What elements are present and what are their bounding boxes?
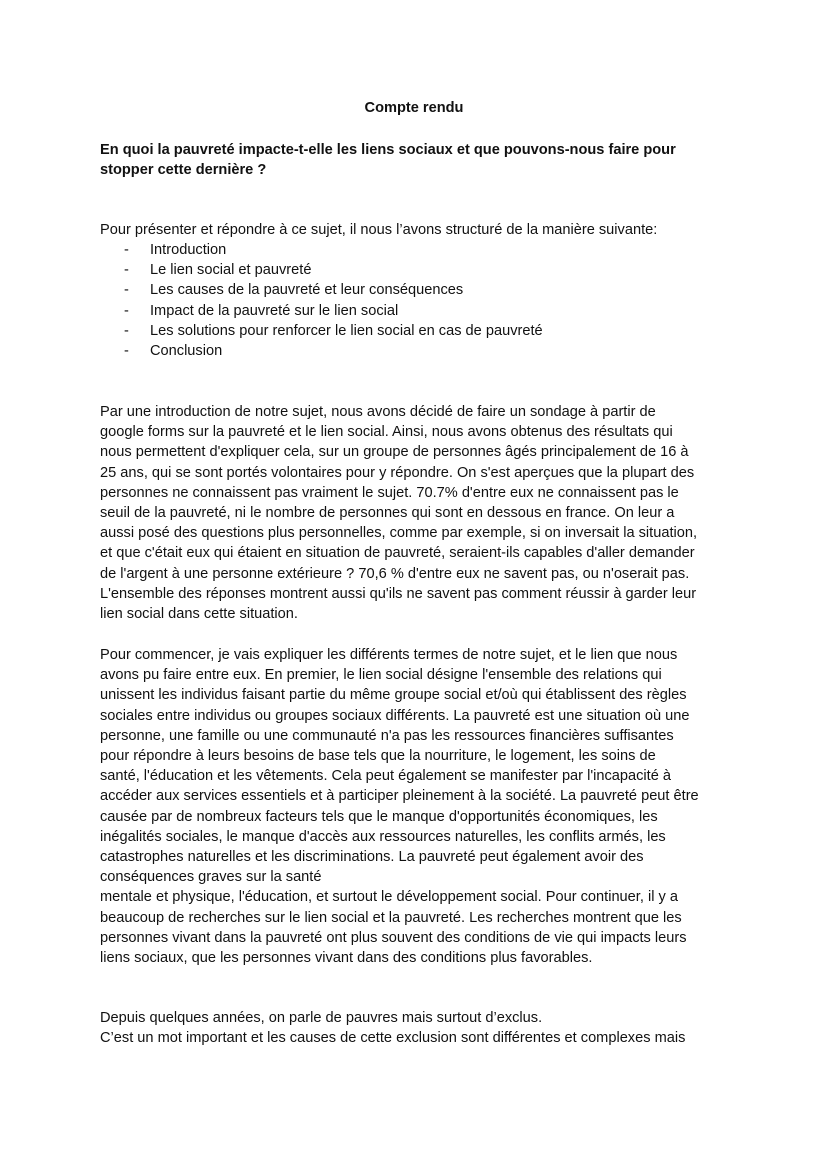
plan-item xyxy=(100,240,740,260)
question-line: stopper cette dernière ? xyxy=(100,162,267,178)
list-bullet: - xyxy=(124,262,129,279)
list-bullet: - xyxy=(124,302,129,319)
paragraph-line: 25 ans, qui se sont portés volontaires pour y répondre. On s'est aperçues que la plupart des xyxy=(100,464,695,481)
paragraph-line: santé, l'éducation et les vêtements. Cela peut également se manifester par l'incapacité à xyxy=(100,768,672,785)
intro-sentence: Pour présenter et répondre à ce sujet, il nous l’avons structuré de la manière suivante: xyxy=(100,222,658,238)
paragraph-line: lien social dans cette situation. xyxy=(100,606,298,623)
plan-item-label: Le lien social et pauvreté xyxy=(150,262,312,279)
list-bullet: - xyxy=(124,322,129,339)
plan-list xyxy=(100,240,740,361)
paragraph-line: mentale et physique, l'éducation, et surtout le développement social. Pour continuer, il y a xyxy=(100,889,678,906)
plan-item-label: Les causes de la pauvreté et leur conséquences xyxy=(150,282,464,299)
paragraph-line: nous permettent d'expliquer cela, sur un groupe de personnes âgés principalement de 16 à xyxy=(100,444,689,461)
paragraph-line: Pour commencer, je vais expliquer les différents termes de notre sujet, et le lien que nous xyxy=(100,647,678,663)
paragraph-line: personnes ne connaissent pas vraiment le sujet. 70.7% d'entre eux ne connaissent pas le xyxy=(100,484,679,501)
paragraph-line: aussi posé des questions plus personnelles, comme par exemple, si on inversait la situation, xyxy=(100,525,698,542)
list-bullet: - xyxy=(124,242,129,258)
paragraph-line: Depuis quelques années, on parle de pauvres mais surtout d’exclus. xyxy=(100,1010,543,1026)
list-bullet: - xyxy=(124,282,129,299)
paragraph-exclusion xyxy=(100,1008,740,1048)
paragraph-line: google forms sur la pauvreté et le lien social. Ainsi, nous avons obtenus des résultats qui xyxy=(100,424,673,441)
paragraph-line: conséquences graves sur la santé xyxy=(100,869,322,886)
list-bullet: - xyxy=(124,343,129,360)
paragraph-line: causée par de nombreux facteurs tels que le manque d'opportunités économiques, les xyxy=(100,808,658,825)
paragraph-line: accéder aux services essentiels et à participer pleinement à la société. La pauvreté peut être xyxy=(100,788,699,805)
plan-item xyxy=(100,341,740,361)
paragraph-line: inégalités sociales, le manque d'accès aux ressources naturelles, les conflits armés, les xyxy=(100,828,666,845)
paragraph-line: catastrophes naturelles et les discriminations. La pauvreté peut également avoir des xyxy=(100,849,644,866)
paragraph-line: liens sociaux, que les personnes vivant dans des conditions plus favorables. xyxy=(100,950,593,967)
plan-item-label: Introduction xyxy=(150,242,227,258)
plan-item xyxy=(100,301,740,321)
paragraph-line: pour répondre à leurs besoins de base tels que la nourriture, le logement, les soins de xyxy=(100,748,656,765)
plan-item xyxy=(100,260,740,280)
paragraph-line: L'ensemble des réponses montrent aussi qu'ils ne savent pas comment réussir à garder leur xyxy=(100,585,697,602)
paragraph-line: beaucoup de recherches sur le lien social et la pauvreté. Les recherches montrent que les xyxy=(100,909,682,926)
paragraph-line: de l'argent à une personne extérieure ? 70,6 % d'entre eux ne savent pas, ou n'oserait pas. xyxy=(100,565,690,582)
paragraph-definitions xyxy=(100,645,740,968)
paragraph-line: personne, une famille ou une communauté n'a pas les ressources financières suffisantes xyxy=(100,727,674,744)
document-question xyxy=(100,140,740,180)
paragraph-line: sociales entre individus ou groupes sociaux différents. La pauvreté est une situation où une xyxy=(100,707,690,724)
paragraph-line: C’est un mot important et les causes de cette exclusion sont différentes et complexes mais xyxy=(100,1030,686,1047)
plan-item-label: Les solutions pour renforcer le lien social en cas de pauvreté xyxy=(150,322,543,339)
plan-item xyxy=(100,280,740,300)
plan-item-label: Impact de la pauvreté sur le lien social xyxy=(150,302,399,319)
paragraph-line: Par une introduction de notre sujet, nous avons décidé de faire un sondage à partir de xyxy=(100,404,656,420)
paragraph-line: seuil de la pauvreté, ni le nombre de personnes qui sont en dessous en france. On leur a xyxy=(100,505,675,522)
paragraph-line: et que c'était eux qui étaient en situation de pauvreté, seraient-ils capables d'aller demander xyxy=(100,545,695,562)
paragraph-survey xyxy=(100,402,740,624)
paragraph-line: personnes vivant dans la pauvreté ont plus souvent des conditions de vie qui impacts leurs xyxy=(100,929,687,946)
document-title: Compte rendu xyxy=(364,100,464,116)
paragraph-line: avons pu faire entre eux. En premier, le lien social désigne l'ensemble des relations qui xyxy=(100,667,662,684)
question-line: En quoi la pauvreté impacte-t-elle les liens sociaux et que pouvons-nous faire pour xyxy=(100,142,676,158)
paragraph-line: unissent les individus faisant partie du même groupe social et/où qui établissent des règles xyxy=(100,687,687,704)
plan-item-label: Conclusion xyxy=(150,343,223,360)
plan-item xyxy=(100,321,740,341)
